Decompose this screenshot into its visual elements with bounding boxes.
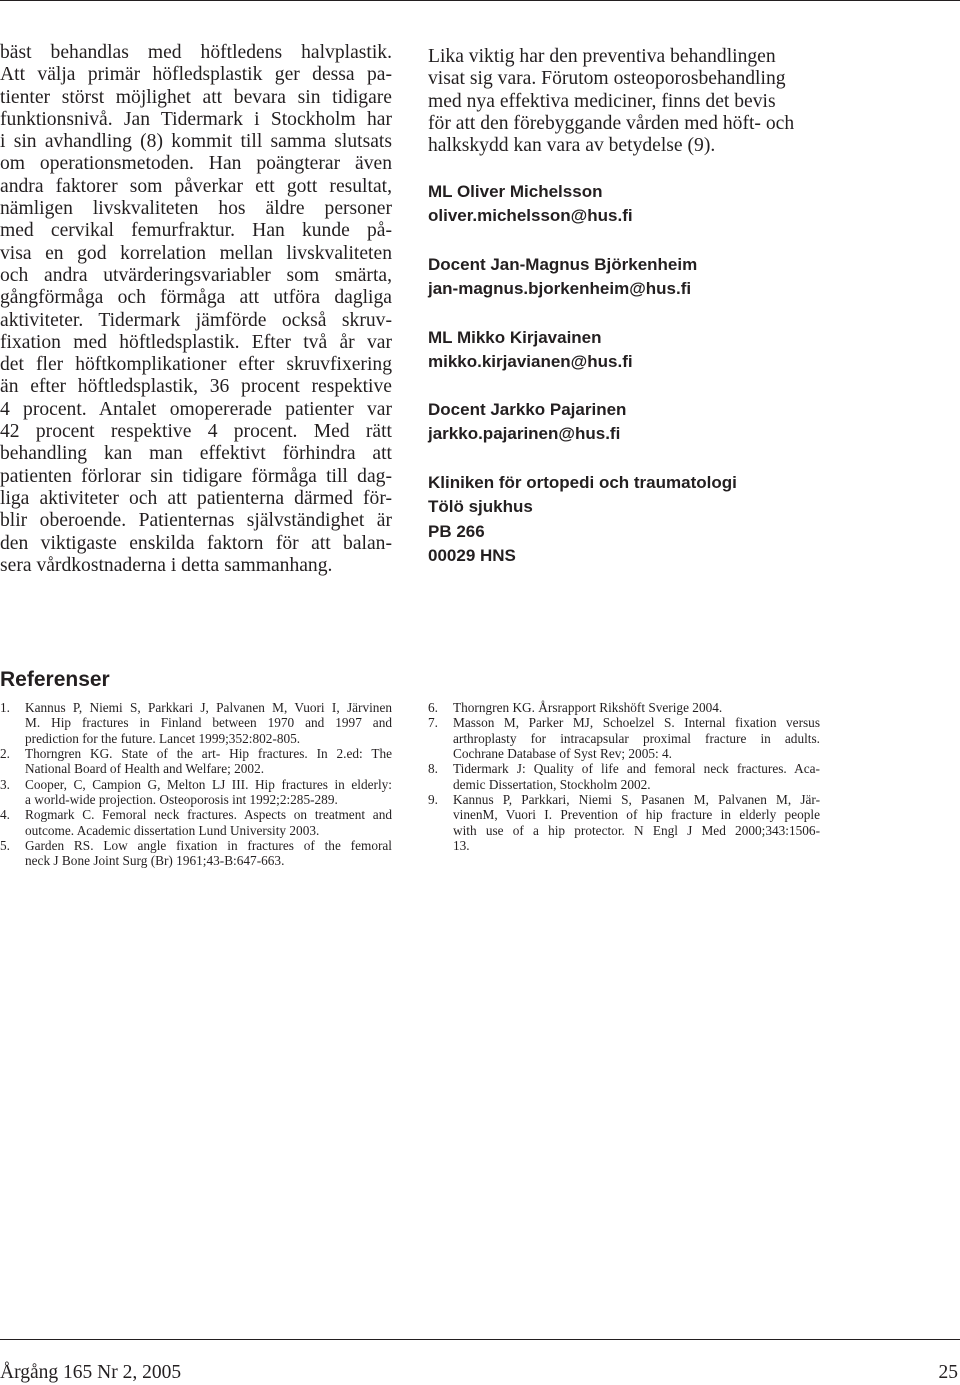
reference-number: 9. (428, 792, 438, 808)
reference-number: 7. (428, 715, 438, 731)
author-name: Docent Jarkko Pajarinen (428, 400, 627, 419)
reference-number: 8. (428, 761, 438, 777)
reference-text (25, 807, 392, 838)
body-line: blir oberoende. Patienternas självständighet är (0, 510, 392, 532)
reference-item (428, 700, 820, 715)
reference-text (453, 700, 820, 715)
reference-text (453, 715, 820, 761)
reference-item (428, 715, 820, 761)
reference-text (25, 700, 392, 746)
reference-line: Masson M, Parker MJ, Schoelzel S. Internal fixation versus (453, 715, 820, 731)
footer-rule (0, 1339, 960, 1340)
body-line: nämligen livskvaliteten hos äldre personer (0, 198, 392, 220)
address-line: 00029 HNS (428, 545, 516, 565)
body-line: andra faktorer som påverkar ett gott resultat, (0, 175, 392, 197)
reference-number: 1. (0, 700, 10, 715)
author-entry (428, 253, 697, 301)
reference-text (25, 746, 392, 777)
author-entry (428, 326, 633, 374)
reference-line: Garden RS. Low angle fixation in fractures of the femoral (25, 838, 392, 854)
body-line: fixation med höftledsplastik. Efter två år var (0, 331, 392, 353)
body-line: Att välja primär höfledsplastik ger dessa pa- (0, 64, 392, 86)
reference-line: demic Dissertation, Stockholm 2002. (453, 776, 651, 792)
body-line: tienter störst möjlighet att bevara sin tidigare (0, 86, 392, 108)
references-left-column (0, 700, 392, 869)
address-line: PB 266 (428, 521, 485, 541)
author-name: ML Oliver Michelsson (428, 182, 603, 201)
reference-text (25, 777, 392, 808)
issue-info: Årgång 165 Nr 2, 2005 (0, 1362, 182, 1383)
reference-line: arthroplasty for intracapsular proximal fracture in adults. (453, 730, 820, 746)
body-line: den viktigaste enskilda faktorn för att balan- (0, 532, 392, 554)
reference-item (0, 838, 392, 869)
body-text-left-column (0, 42, 392, 577)
body-line: det fler höftkomplikationer efter skruvfixering (0, 354, 392, 376)
reference-line: Tidermark J: Quality of life and femoral neck fractures. Aca- (453, 761, 820, 777)
reference-line: M. Hip fractures in Finland between 1970 and 1997 and (25, 715, 392, 731)
reference-line: National Board of Health and Welfare; 2002. (25, 761, 265, 777)
reference-number: 3. (0, 776, 10, 792)
references-heading: Referenser (0, 668, 110, 691)
reference-line: Kannus P, Niemi S, Parkkari J, Palvanen M, Vuori I, Järvinen (25, 700, 392, 715)
body-line: aktiviteter. Tidermark jämförde också skruv- (0, 309, 392, 331)
author-name: ML Mikko Kirjavainen (428, 328, 602, 347)
reference-item (428, 761, 820, 792)
body-line: i sin avhandling (8) kommit till samma slutsats (0, 131, 392, 153)
body-line: bäst behandlas med höftledens halvplastik. (0, 42, 392, 63)
reference-text (453, 792, 820, 853)
reference-item (0, 700, 392, 746)
body-text-right-column (428, 46, 828, 157)
reference-line: Thorngren KG. Årsrapport Rikshöft Sverige 2004. (453, 700, 723, 715)
reference-item (0, 777, 392, 808)
references-right-column (428, 700, 820, 853)
author-email[interactable]: jarkko.pajarinen@hus.fi (428, 424, 621, 443)
body-line: visat sig vara. Förutom osteoporosbehandling (428, 68, 786, 90)
reference-text (25, 838, 392, 869)
reference-line: Thorngren KG. State of the art- Hip fractures. In 2.ed: The (25, 746, 392, 762)
author-email[interactable]: jan-magnus.bjorkenheim@hus.fi (428, 279, 692, 298)
address-line: Kliniken för ortopedi och traumatologi (428, 473, 737, 492)
body-line: och andra utvärderingsvariabler som smärta, (0, 264, 392, 286)
reference-line: Kannus P, Parkkari, Niemi S, Pasanen M, Palvanen M, Jär- (453, 792, 820, 808)
body-line: gångförmåga och förmåga att utföra dagliga (0, 287, 392, 309)
top-rule (0, 0, 960, 1)
reference-line: with use of a hip protector. N Engl J Med 2000;343:1506- (453, 822, 820, 838)
reference-line: outcome. Academic dissertation Lund University 2003. (25, 822, 320, 838)
body-line: behandling kan man effektivt förhindra att (0, 443, 392, 465)
reference-number: 6. (428, 700, 438, 715)
reference-item (428, 792, 820, 853)
reference-line: Cochrane Database of Syst Rev; 2005: 4. (453, 746, 672, 762)
body-line: visa en god korrelation mellan livskvaliteten (0, 242, 392, 264)
body-line: med cervikal femurfraktur. Han kunde på- (0, 220, 392, 242)
author-entry (428, 180, 633, 228)
body-line: med nya effektiva mediciner, finns det bevis (428, 90, 776, 112)
body-line: Lika viktig har den preventiva behandlingen (428, 46, 776, 67)
reference-line: neck J Bone Joint Surg (Br) 1961;43-B:647-663. (25, 853, 285, 869)
author-entry (428, 398, 626, 446)
body-line: patienten förlorar sin tidigare förmåga till dag- (0, 465, 392, 487)
reference-line: 13. (453, 838, 470, 854)
author-email[interactable]: oliver.michelsson@hus.fi (428, 206, 633, 225)
reference-number: 2. (0, 746, 10, 762)
reference-line: Cooper, C, Campion G, Melton LJ III. Hip fractures in elderly: (25, 776, 392, 792)
body-line: än efter höftledsplastik, 36 procent respektive (0, 376, 392, 398)
body-line: halkskydd kan vara av betydelse (9). (428, 135, 716, 157)
body-line: 42 procent respektive 4 procent. Med rätt (0, 421, 392, 443)
body-line: 4 procent. Antalet omopererade patienter var (0, 398, 392, 420)
reference-line: vinenM, Vuori I. Prevention of hip fracture in elderly people (453, 807, 820, 823)
author-name: Docent Jan-Magnus Björkenheim (428, 255, 698, 274)
reference-item (0, 807, 392, 838)
body-line: funktionsnivå. Jan Tidermark i Stockholm har (0, 108, 392, 130)
reference-number: 4. (0, 807, 10, 823)
body-line: för att den förebyggande vården med höft- och (428, 112, 795, 134)
reference-number: 5. (0, 838, 10, 854)
body-line: sera vårdkostnaderna i detta sammanhang. (0, 554, 333, 576)
reference-text (453, 761, 820, 792)
reference-line: Rogmark C. Femoral neck fractures. Aspects on treatment and (25, 807, 392, 823)
reference-item (0, 746, 392, 777)
reference-line: a world-wide projection. Osteoporosis int 1992;2:285-289. (25, 792, 338, 808)
author-email[interactable]: mikko.kirjavianen@hus.fi (428, 352, 633, 371)
body-line: om operationsmetoden. Han poängterar även (0, 153, 392, 175)
page-number: 25 (938, 1362, 958, 1383)
clinic-address (428, 471, 737, 568)
body-line: liga aktiviteter och att patienterna därmed för- (0, 487, 392, 509)
reference-line: prediction for the future. Lancet 1999;352:802-805. (25, 730, 301, 746)
address-line: Tölö sjukhus (428, 497, 533, 517)
